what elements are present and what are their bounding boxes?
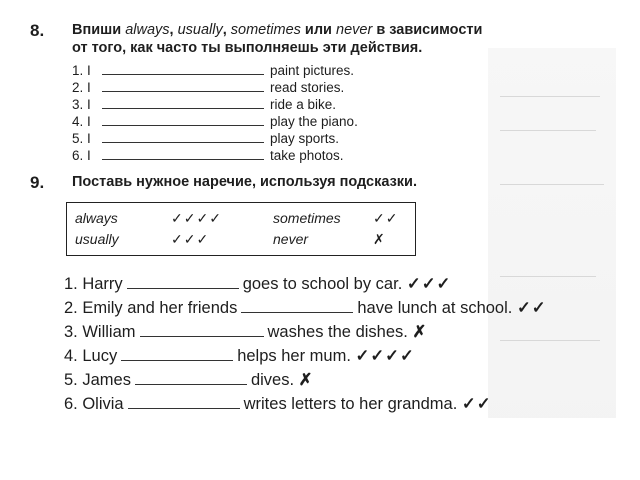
- answer-blank[interactable]: [121, 346, 233, 361]
- exercise-9-item: 4. Lucy helps her mum. ✓✓✓✓: [64, 347, 415, 365]
- exercise-9-item: 6. Olivia writes letters to her grandma. ✓✓: [64, 395, 492, 413]
- answer-blank[interactable]: [127, 274, 239, 289]
- exercise-9-item: 2. Emily and her friends have lunch at school. ✓✓: [64, 299, 547, 317]
- answer-blank[interactable]: [140, 322, 264, 337]
- frequency-ticks: ✗: [298, 371, 314, 389]
- exercise-8-instruction-line1: Впиши always, usually, sometimes или never в зависимости: [72, 22, 483, 38]
- exercise-9-item: 3. William washes the dishes. ✗: [64, 323, 428, 341]
- key-word-never: never: [273, 231, 309, 247]
- key-word-sometimes: sometimes: [273, 210, 341, 226]
- answer-blank[interactable]: [241, 298, 353, 313]
- exercise-9-instruction: Поставь нужное наречие, используя подсказки.: [72, 174, 417, 190]
- frequency-ticks: ✓✓✓: [406, 275, 452, 293]
- answer-blank[interactable]: [102, 130, 264, 143]
- key-word-always: always: [75, 210, 118, 226]
- exercise-8-item: 5. I play sports.: [72, 131, 340, 146]
- answer-blank[interactable]: [102, 96, 264, 109]
- ghost-line: [500, 276, 596, 277]
- exercise-9-item: 1. Harry goes to school by car. ✓✓✓: [64, 275, 452, 293]
- adverb-key-box: [66, 202, 416, 256]
- facing-page-shadow: [488, 48, 616, 418]
- ghost-line: [500, 340, 600, 341]
- answer-blank[interactable]: [102, 113, 264, 126]
- answer-blank[interactable]: [135, 370, 247, 385]
- ghost-line: [500, 130, 596, 131]
- key-ticks-usually: ✓✓✓: [171, 231, 210, 247]
- exercise-8-item: 1. I paint pictures.: [72, 63, 355, 78]
- answer-blank[interactable]: [102, 147, 264, 160]
- key-ticks-sometimes: ✓✓: [373, 210, 399, 226]
- key-ticks-always: ✓✓✓✓: [171, 210, 222, 226]
- answer-blank[interactable]: [102, 62, 264, 75]
- exercise-8-item: 6. I take photos.: [72, 148, 344, 163]
- exercise-8-item: 2. I read stories.: [72, 80, 345, 95]
- frequency-ticks: ✗: [412, 323, 428, 341]
- exercise-8-item: 3. I ride a bike.: [72, 97, 337, 112]
- key-word-usually: usually: [75, 231, 119, 247]
- frequency-ticks: ✓✓: [516, 299, 547, 317]
- exercise-9-item: 5. James dives. ✗: [64, 371, 314, 389]
- ghost-line: [500, 184, 604, 185]
- exercise-8-item: 4. I play the piano.: [72, 114, 358, 129]
- exercise-9-number: 9.: [30, 173, 45, 192]
- answer-blank[interactable]: [102, 79, 264, 92]
- answer-blank[interactable]: [128, 394, 240, 409]
- frequency-ticks: ✓✓: [461, 395, 492, 413]
- ghost-line: [500, 96, 600, 97]
- exercise-8-number: 8.: [30, 21, 45, 40]
- exercise-8-instruction-line2: от того, как часто ты выполняешь эти действия.: [72, 40, 423, 56]
- key-ticks-never: ✗: [373, 231, 386, 247]
- frequency-ticks: ✓✓✓✓: [355, 347, 415, 365]
